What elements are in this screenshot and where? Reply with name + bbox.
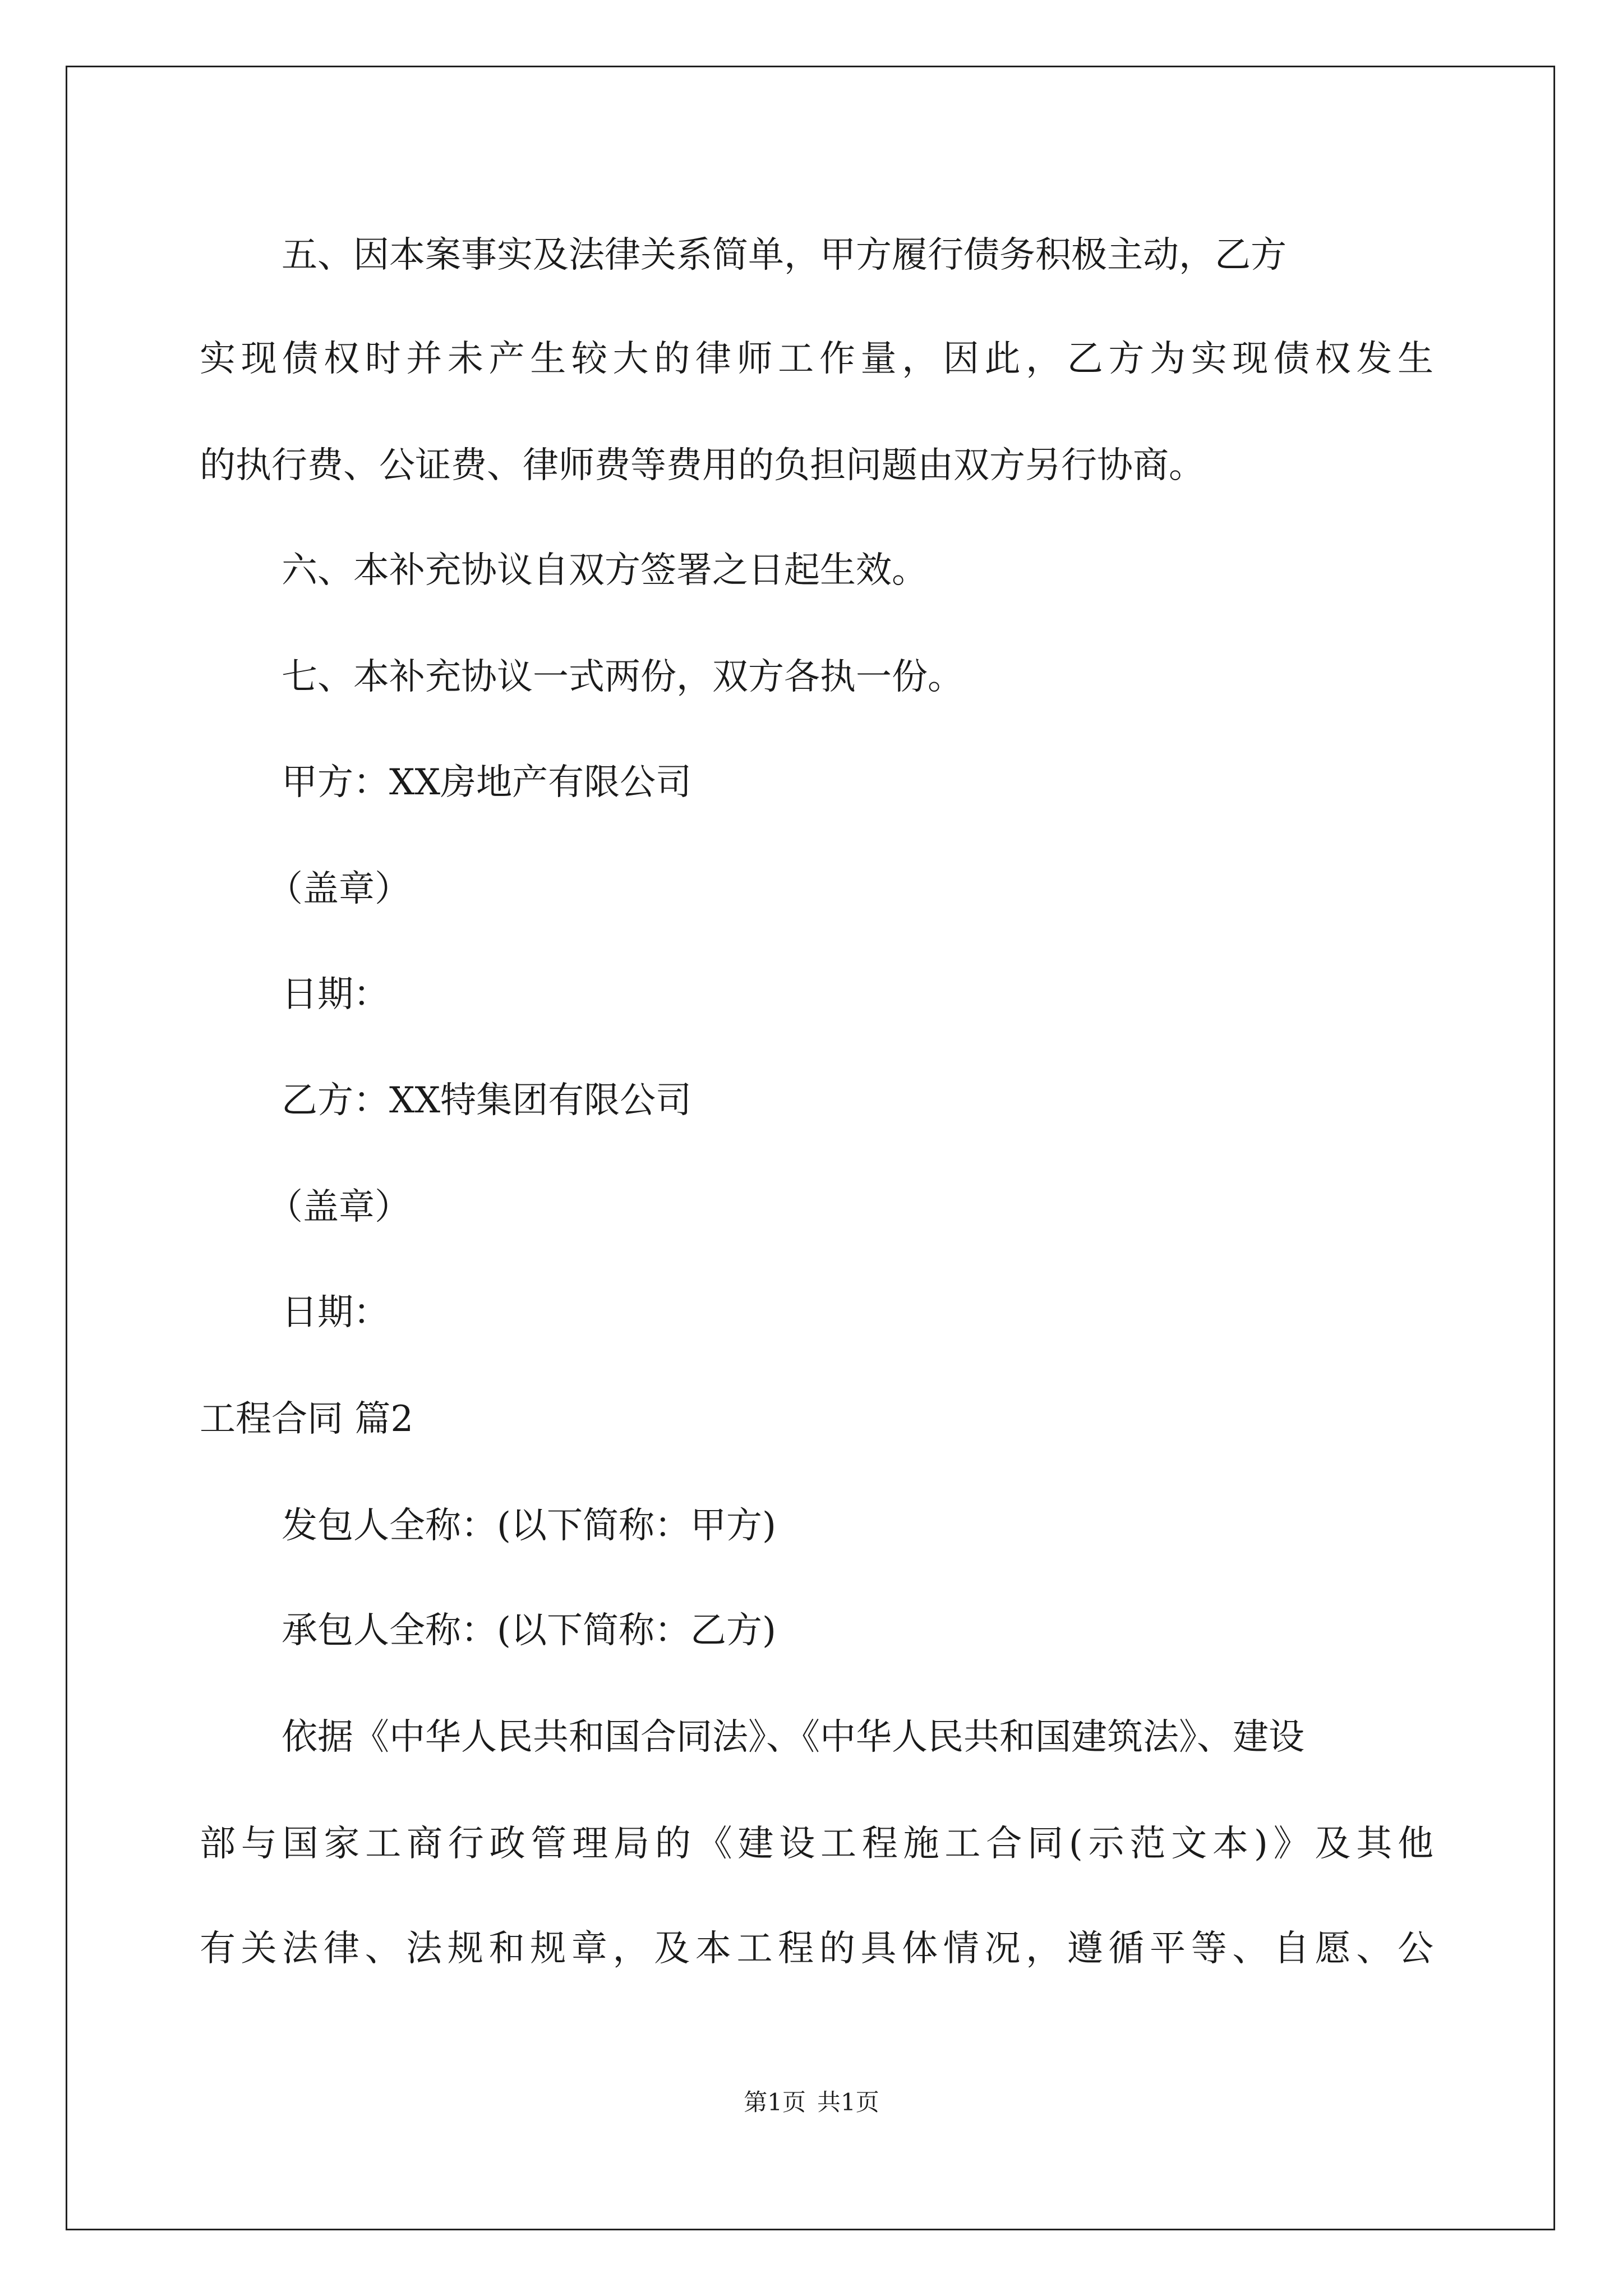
section-heading: 工程合同 篇2 [200,1398,414,1440]
paragraph-line: 六、本补充协议自双方签署之日起生效。 [282,550,928,591]
paragraph-line [200,1821,1433,1866]
paragraph-line-text: 部与国家工商行政管理局的《建设工程施工合同(示范文本)》及其他 [200,1823,1433,1865]
paragraph-line: 发包人全称：(以下简称：甲方) [282,1505,776,1547]
signature-party-b: 乙方：XX特集团有限公司 [282,1080,692,1121]
paragraph-line: 的执行费、公证费、律师费等费用的负担问题由双方另行协商。 [200,445,1205,486]
page-number: 第1页 [744,2088,806,2116]
page-border [66,66,1555,2230]
paragraph-line-text: 实现债权时并未产生较大的律师工作量，因此，乙方为实现债权发生 [200,338,1433,380]
signature-party-a: 甲方：XX房地产有限公司 [282,762,692,803]
paragraph-line: 承包人全称：(以下简称：乙方) [282,1610,776,1651]
page-footer [0,2087,1623,2118]
paragraph-line: 五、因本案事实及法律关系简单，甲方履行债务积极主动，乙方 [282,234,1287,276]
seal-note: （盖章） [267,1186,411,1228]
paragraph-line: 依据《中华人民共和国合同法》、《中华人民共和国建筑法》、建设 [282,1717,1304,1758]
date-label: 日期： [282,1292,389,1333]
seal-note: （盖章） [267,868,411,910]
page-total: 共1页 [817,2088,879,2116]
paragraph-line [200,337,1433,381]
paragraph-line-text: 有关法律、法规和规章，及本工程的具体情况，遵循平等、自愿、公 [200,1928,1433,1970]
paragraph-line [200,1926,1433,1971]
date-label: 日期： [282,974,389,1015]
paragraph-line: 七、本补充协议一式两份，双方各执一份。 [282,656,963,698]
